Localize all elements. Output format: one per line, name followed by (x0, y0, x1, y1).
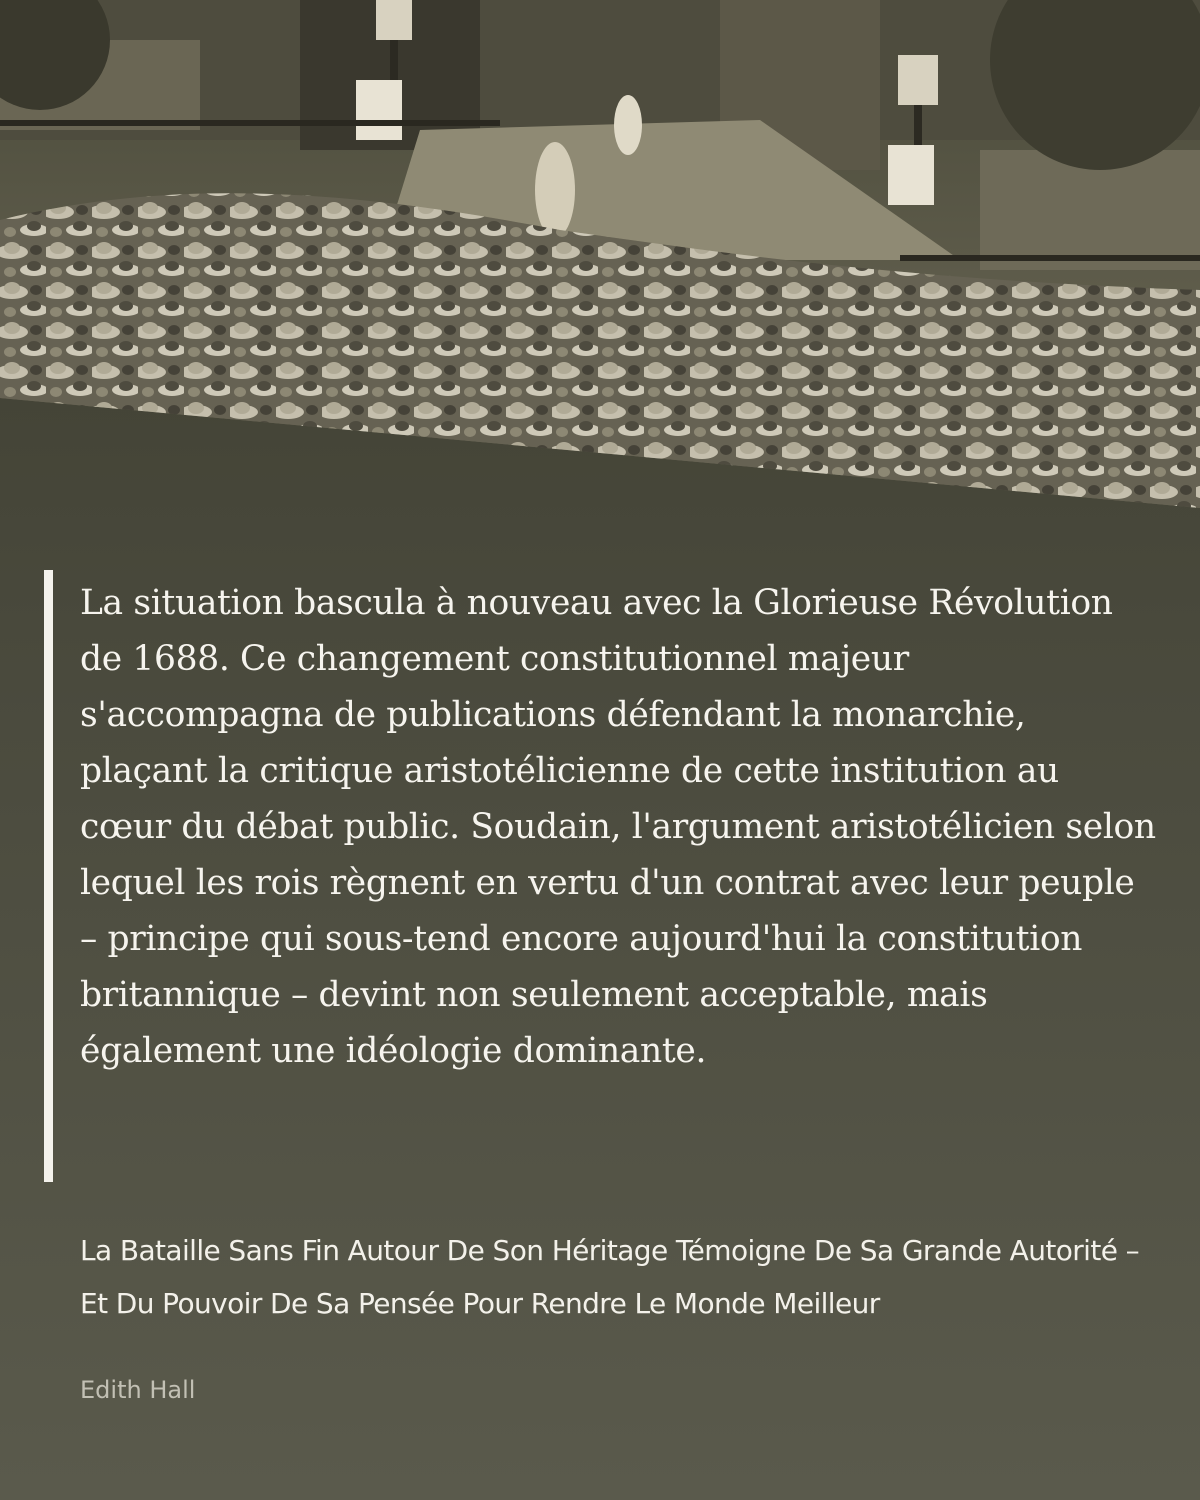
quote-text: La situation bascula à nouveau avec la Glorieuse Révolution de 1688. Ce changement constitutionnel majeur s'accompagna de publications défendant la monarchie, plaçant la critique aristotélicienne de cette institution au cœur du débat public. Soudain, l'argument aristotélicien selon lequel les rois règnent en vertu d'un contrat avec leur peuple – principe qui sous-tend encore aujourd'hui la constitution britannique – devint non seulement acceptable, mais également une idéologie dominante. (80, 583, 1156, 1071)
source-author: Edith Hall (80, 1376, 196, 1404)
source-title: La Bataille Sans Fin Autour De Son Héritage Témoigne De Sa Grande Autorité – Et Du Pouvoir De Sa Pensée Pour Rendre Le Monde Meilleur (80, 1234, 1140, 1320)
quote-accent-bar (44, 570, 53, 1182)
header-photo (0, 0, 1200, 520)
crowd-photo-illustration (0, 0, 1200, 520)
